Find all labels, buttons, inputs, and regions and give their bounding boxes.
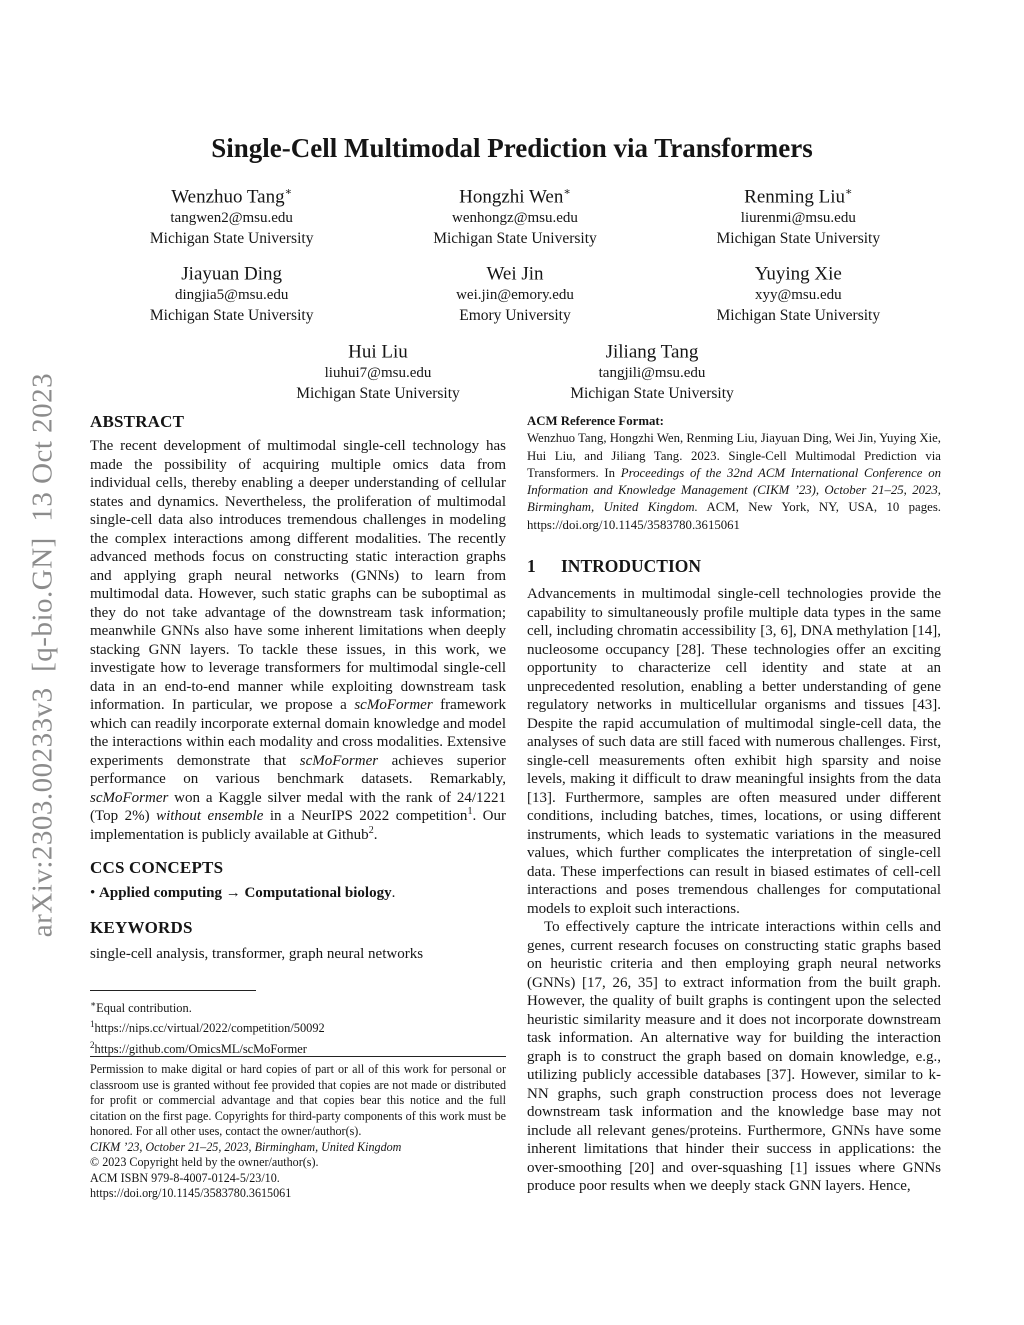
authors-row-3	[90, 336, 940, 404]
permission-divider	[90, 1056, 506, 1057]
footnote-divider	[90, 990, 256, 991]
author-block	[90, 258, 373, 326]
author-affiliation: Michigan State University	[716, 307, 881, 325]
abstract-heading: ABSTRACT	[90, 412, 185, 431]
author-affiliation: Michigan State University	[716, 230, 881, 248]
abstract-text: The recent development of multimodal single-cell technology has made the possibility of acquiring multiple omics data from individual cells, thereby enabling a deeper understanding of cellular states and dynamics. Nevertheless, the proliferation of multimodal single-cell data also introduces tremendous challenges in modeling the complex interactions among different modalities. The recently advanced methods focus on constructing static interaction graphs and applying graph neural networks (GNNs) to learn from multimodal data. However, such static graphs can be suboptimal as they do not take advantage of the downstream task information; meanwhile GNNs also have some inherent limitations when deeply stacking GNN layers. To tackle these issues, in this work, we investigate how to leverage transformers for multimodal single-cell data in an end-to-end manner while exploiting downstream task information. In particular, we propose a scMoFormer framework which can readily incorporate external domain knowledge and model the interactions within each modality and cross modalities. Extensive experiments demonstrate that scMoFormer achieves superior performance on various benchmark datasets. Remarkably, scMoFormer won a Kaggle silver medal with the rank of 24/1221 (Top 2%) without ensemble in a NeurIPS 2022 competition$^1$. Our implementation is publicly available at Github$^2$.	[90, 438, 507, 843]
author-name: Hui Liu	[348, 341, 408, 363]
author-name: Yuying Xie	[754, 263, 842, 285]
introduction-heading	[527, 556, 941, 577]
footnotes	[90, 996, 506, 1057]
permission-text: Permission to make digital or hard copies of part or all of this work for personal or classroom use is granted without fee provided that copies are not made or distributed for profit or commercial advantage and that copies bear this notice and the full citation on the first page. Copyrights for third-party components of this work must be honored. For all other uses, contact the owner/author(s).	[90, 1062, 506, 1138]
doi-link[interactable]: https://doi.org/10.1145/3583780.3615061	[90, 1186, 292, 1200]
isbn-line: ACM ISBN 979-8-4007-0124-5/23/10.	[90, 1170, 280, 1185]
equal-contribution-mark: ∗	[284, 186, 293, 198]
section-number: 1	[527, 556, 536, 576]
intro-paragraph-1: Advancements in multimodal single-cell technologies provide the capability to simultaneously profile multiple data types in the same cell, including chromatin accessibility [3, 6], DNA methylation [14], nucleosome occupancy [28]. These technologies offer an exciting opportunity to characterize cell identity and state at an unprecedented resolution, enabling a better understanding of gene regulatory networks in multicellular organisms and tissues [43]. Despite the rapid accumulation of multimodal single-cell data, the analyses of such data are still faced with numerous challenges. First, single-cell measurements often exhibit high sparsity and noise levels, making it difficult to draw meaningful insights from the data [13]. Furthermore, samples are often measured under different conditions, including batches, times, locations, or using different instruments, which leads to systematic variations in the measured values, which further complicates the interpretation of single-cell data. These imperfections can result in biased estimates of cell-cell interactions and poses tremendous challenges for computational models to exploit such interactions.	[527, 586, 941, 917]
author-email: liurenmi@msu.edu	[740, 210, 856, 227]
introduction-body	[527, 585, 941, 1196]
author-name: Jiliang Tang	[605, 341, 699, 363]
author-email: wenhongz@msu.edu	[452, 210, 578, 227]
author-email: tangwen2@msu.edu	[170, 210, 293, 227]
equal-contribution-mark: ∗	[844, 186, 853, 198]
author-block	[373, 258, 656, 326]
intro-paragraph-2: To effectively capture the intricate interactions within cells and genes, current research focuses on constructing static graphs based on heuristic criteria and then employing graph neural networks (GNNs) [17, 26, 35] to extract information from the built graph. However, the quality of built graphs is contingent upon the selected heuristic similarity measure and it does not incorporate downstream task information. An alternative way for building the interaction graph is to construct the graph based on domain knowledge, e.g., utilizing publicly accessible databases [37]. However, similar to k-NN graphs, such graph construction process does not leverage downstream task information and the knowledge base may not include all relevant genes/proteins. Furthermore, GNNs have some inherent limitations that hinder their success in applications: the over-smoothing [20] and over-squashing [1] issues where GNNs produce poor results when we deeply stack GNN layers. Hence,	[527, 919, 941, 1194]
authors-row-2	[90, 258, 940, 326]
author-email: liuhui7@msu.edu	[324, 365, 432, 382]
venue-line: CIKM ’23, October 21–25, 2023, Birmingham, United Kingdom	[90, 1139, 402, 1154]
author-affiliation: Emory University	[459, 307, 571, 325]
author-block	[657, 258, 940, 326]
acm-reference-text: Wenzhuo Tang, Hongzhi Wen, Renming Liu, Jiayuan Ding, Wei Jin, Yuying Xie, Hui Liu, and Jiliang Tang. 2023. Single-Cell Multimodal Prediction via Transformers. In Proceedings of the 32nd ACM International Conference on Information and Knowledge Management (CIKM ’23), October 21–25, 2023, Birmingham, United Kingdom. ACM, New York, NY, USA, 10 pages. https://doi.org/10.1145/3583780.3615061	[527, 431, 941, 532]
author-affiliation: Michigan State University	[570, 385, 734, 403]
acm-reference-block	[527, 413, 941, 534]
equal-contribution-mark: ∗	[563, 186, 571, 198]
author-block	[515, 336, 789, 404]
author-affiliation: Michigan State University	[296, 385, 460, 403]
ccs-concepts-text: • Applied computing → Computational biology.	[90, 885, 396, 901]
ccs-heading: CCS CONCEPTS	[90, 858, 224, 877]
author-email: dingjia5@msu.edu	[174, 287, 289, 304]
author-name: Hongzhi Wen∗	[459, 186, 571, 208]
author-email: wei.jin@emory.edu	[456, 287, 574, 304]
keywords-heading: KEYWORDS	[90, 918, 193, 937]
author-block	[373, 181, 656, 249]
footnote-competition-link[interactable]: $^1$https://nips.cc/virtual/2022/competition/50092	[90, 1019, 325, 1036]
footnote-equal-contribution: ∗Equal contribution.	[90, 999, 192, 1016]
author-name: Wenzhuo Tang∗	[171, 186, 293, 208]
author-block	[241, 336, 515, 404]
author-affiliation: Michigan State University	[149, 230, 314, 248]
author-name: Renming Liu∗	[744, 186, 853, 208]
author-affiliation: Michigan State University	[433, 230, 597, 248]
arxiv-stamp: arXiv:2303.00233v3 [q-bio.GN] 13 Oct 2023	[26, 372, 59, 938]
section-title: INTRODUCTION	[561, 556, 702, 576]
paper-title: Single-Cell Multimodal Prediction via Transformers	[211, 133, 813, 163]
keywords-text: single-cell analysis, transformer, graph neural networks	[90, 946, 424, 962]
author-email: xyy@msu.edu	[754, 287, 842, 304]
author-block	[90, 181, 373, 249]
author-affiliation: Michigan State University	[149, 307, 314, 325]
authors-row-1	[90, 181, 940, 249]
author-block	[657, 181, 940, 249]
author-name: Wei Jin	[486, 263, 544, 285]
copyright-block	[90, 1062, 506, 1202]
copyright-line: © 2023 Copyright held by the owner/author(s).	[90, 1155, 319, 1169]
author-email: tangjili@msu.edu	[598, 365, 706, 382]
footnote-github-link[interactable]: $^2$https://github.com/OmicsML/scMoFormer	[90, 1039, 307, 1056]
author-name: Jiayuan Ding	[181, 263, 283, 285]
acm-reference-heading: ACM Reference Format:	[527, 414, 664, 428]
